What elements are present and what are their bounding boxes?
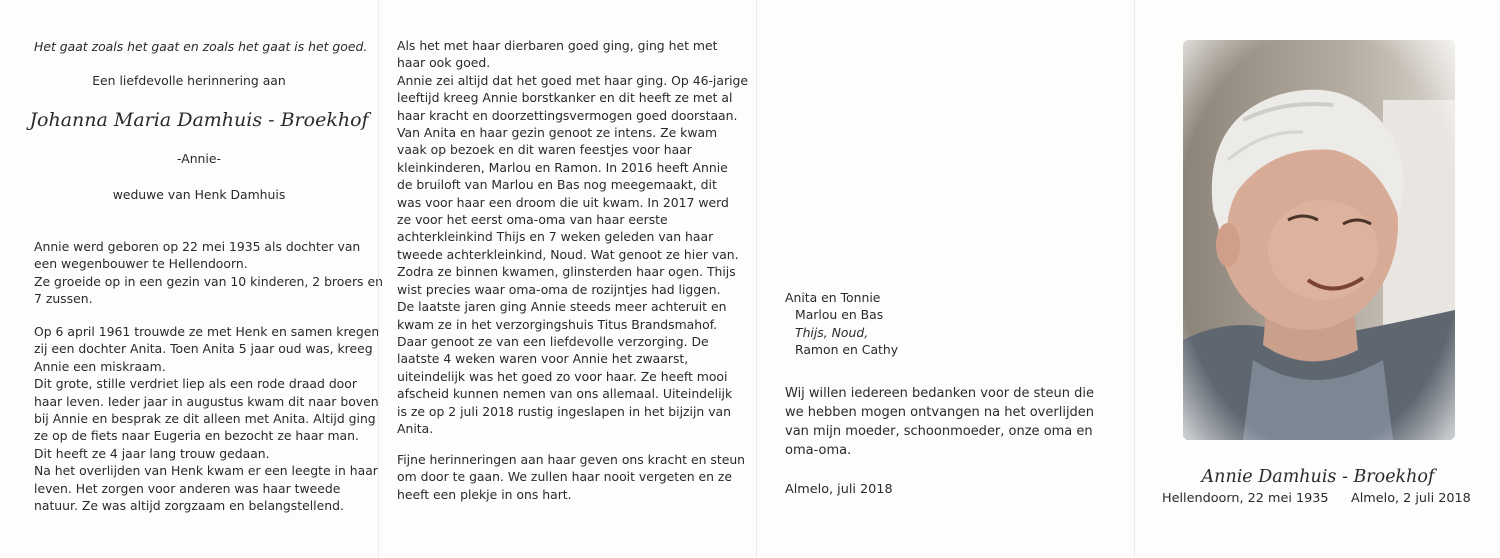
text-line: natuur. Ze was altijd zorgzaam en belangstellend. xyxy=(34,498,344,514)
text-line: uiteindelijk was het goed zo voor haar. Ze heeft mooi xyxy=(397,368,728,384)
text-line: Zodra ze binnen kwamen, glinsterden haar ogen. Thijs xyxy=(397,264,736,280)
text-line: Fijne herinneringen aan haar geven ons kracht en steun xyxy=(397,452,746,467)
text-line: Dit heeft ze 4 jaar lang trouw gedaan. xyxy=(34,445,270,461)
text-line: Daar genoot ze van een liefdevolle verzorging. De xyxy=(397,333,709,349)
text-line: Na het overlijden van Henk kwam er een leegte in haar xyxy=(34,463,378,479)
closing-paragraph xyxy=(397,451,745,503)
family-line-grandchild-2: Ramon en Cathy xyxy=(795,342,899,358)
text-line: was voor haar een droom die uit kwam. In 2017 werd xyxy=(397,194,729,210)
bio-paragraph-1 xyxy=(34,238,383,308)
text-line: Als het met haar dierbaren goed ging, ging het met xyxy=(397,38,718,53)
text-line: De laatste jaren ging Annie steeds meer achteruit en xyxy=(397,299,727,315)
portrait-caption-name: Annie Damhuis - Broekhof xyxy=(1201,467,1435,487)
text-line: Op 6 april 1961 trouwde ze met Henk en samen kregen xyxy=(34,324,380,339)
text-line: afscheid kunnen nemen van ons allemaal. Uiteindelijk xyxy=(397,386,733,402)
bio-paragraph-2 xyxy=(34,323,379,514)
motto: Het gaat zoals het gaat en zoals het gaat is het goed. xyxy=(34,39,368,54)
text-line: Annie een miskraam. xyxy=(34,358,166,374)
text-line: een wegenbouwer te Hellendoorn. xyxy=(34,256,248,272)
thanks-paragraph xyxy=(785,384,1094,460)
widow-line: weduwe van Henk Damhuis xyxy=(112,187,286,202)
birth-place-date: Hellendoorn, 22 mei 1935 xyxy=(1162,491,1329,506)
text-line: de bruiloft van Marlou en Bas nog meegemaakt, dit xyxy=(397,177,717,193)
portrait-photo xyxy=(1183,40,1455,440)
family-line-great-grandchildren: Thijs, Noud, xyxy=(795,324,869,340)
text-line: kwam ze in het verzorgingshuis Titus Brandsmahof. xyxy=(397,316,718,332)
text-line: is ze op 2 juli 2018 rustig ingeslapen in het bijzijn van xyxy=(397,403,731,419)
text-line: achterkleinkind Thijs en 7 weken geleden van haar xyxy=(397,229,714,245)
text-line: ze voor het eerst oma-oma van haar eerste xyxy=(397,212,668,228)
text-line: haar leven. Ieder jaar in augustus kwam dit naar boven xyxy=(34,393,379,409)
text-line: haar ook goed. xyxy=(397,55,491,71)
text-line: tweede achterkleinkind, Noud. Wat genoot ze hier van. xyxy=(397,246,739,262)
intro-line: Een liefdevolle herinnering aan xyxy=(92,73,286,88)
family-line-grandchild-1: Marlou en Bas xyxy=(795,307,884,323)
card-panel-biography-2 xyxy=(378,0,756,558)
death-place-date: Almelo, 2 juli 2018 xyxy=(1351,491,1471,506)
text-line: kleinkinderen, Marlou en Ramon. In 2016 heeft Annie xyxy=(397,159,728,175)
text-line: heeft een plekje in ons hart. xyxy=(397,486,572,502)
portrait-illustration xyxy=(1183,40,1455,440)
text-line: leven. Het zorgen voor anderen was haar tweede xyxy=(34,480,341,496)
text-line: oma-oma. xyxy=(785,443,852,458)
text-line: om door te gaan. We zullen haar nooit vergeten en ze xyxy=(397,469,733,485)
text-line: Anita. xyxy=(397,420,434,436)
nickname: -Annie- xyxy=(177,151,221,166)
family-line-parents: Anita en Tonnie xyxy=(785,290,881,305)
text-line: Wij willen iedereen bedanken voor de steun die xyxy=(785,386,1094,401)
text-line: van mijn moeder, schoonmoeder, onze oma en xyxy=(785,424,1093,439)
text-line: Annie werd geboren op 22 mei 1935 als dochter van xyxy=(34,239,361,254)
family-list xyxy=(785,289,899,359)
text-line: zij een dochter Anita. Toen Anita 5 jaar oud was, kreeg xyxy=(34,341,373,357)
place-date: Almelo, juli 2018 xyxy=(785,482,893,497)
text-line: Ze groeide op in een gezin van 10 kinderen, 2 broers en xyxy=(34,273,383,289)
card-panel-portrait xyxy=(1134,0,1500,558)
text-line: bij Annie en besprak ze dit alleen met Anita. Altijd ging xyxy=(34,411,376,427)
card-panel-biography-1 xyxy=(0,0,383,558)
deceased-full-name: Johanna Maria Damhuis - Broekhof xyxy=(29,109,369,131)
text-line: vaak op bezoek en dit waren feestjes voor haar xyxy=(397,142,692,158)
text-line: we hebben mogen ontvangen na het overlijden xyxy=(785,405,1095,420)
card-panel-family xyxy=(756,0,1134,558)
text-line: 7 zussen. xyxy=(34,291,93,307)
text-line: Van Anita en haar gezin genoot ze intens. Ze kwam xyxy=(397,125,718,141)
bio-paragraph-3 xyxy=(397,37,748,437)
text-line: laatste 4 weken waren voor Annie het zwaarst, xyxy=(397,351,689,367)
text-line: haar kracht en doorzettingsvermogen goed doorstaan. xyxy=(397,107,738,123)
text-line: wist precies waar oma-oma de rozijntjes had liggen. xyxy=(397,281,721,297)
text-line: Annie zei altijd dat het goed met haar ging. Op 46-jarige xyxy=(397,72,748,88)
text-line: Dit grote, stille verdriet liep als een rode draad door xyxy=(34,376,357,392)
text-line: ze op de fiets naar Eugeria en bezocht ze haar man. xyxy=(34,428,359,444)
text-line: leeftijd kreeg Annie borstkanker en dit heeft ze met al xyxy=(397,90,733,106)
